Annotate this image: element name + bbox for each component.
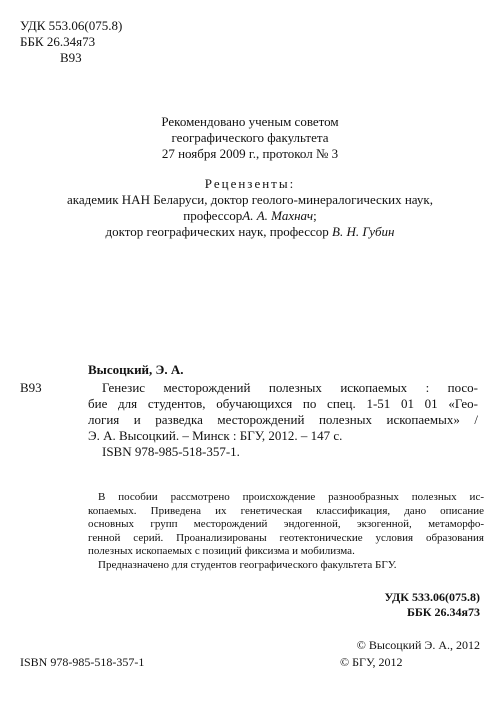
abstract-line: полезных ископаемых с позиций фиксизма и мобилизма. bbox=[88, 545, 355, 557]
bib-isbn: ISBN 978-985-518-357-1. bbox=[102, 444, 240, 459]
abstract-line: В пособии рассмотрено происхождение разнообразных полезных ис- bbox=[98, 491, 484, 503]
reviewer-2-line bbox=[0, 224, 500, 240]
reviewer-1-title bbox=[0, 208, 500, 224]
bottom-udk-code: УДК 533.06(075.8) bbox=[384, 590, 480, 604]
abstract-line: основных групп месторождений эндогенной, экзогенной, метаморфо- bbox=[88, 518, 484, 530]
copyright-publisher: © БГУ, 2012 bbox=[340, 655, 403, 669]
footer-isbn: ISBN 978-985-518-357-1 bbox=[20, 655, 145, 669]
recommendation-line: Рекомендовано ученым советом bbox=[161, 114, 339, 129]
bib-line: логия и разведка месторождений полезных ископаемых» / bbox=[88, 412, 478, 427]
reviewer-1-line: академик НАН Беларуси, доктор геолого-минералогических наук, bbox=[67, 192, 433, 207]
recommendation-line: 27 ноября 2009 г., протокол № 3 bbox=[161, 146, 339, 161]
bib-line: Э. А. Высоцкий. – Минск : БГУ, 2012. – 147 с. bbox=[88, 428, 343, 443]
copyright-author: © Высоцкий Э. А., 2012 bbox=[356, 638, 480, 652]
reviewers-heading: Рецензенты: bbox=[204, 176, 296, 191]
bbk-code: ББК 26.34я73 bbox=[20, 34, 96, 49]
bib-line: бие для студентов, обучающихся по спец. 1-51 01 01 «Гео- bbox=[88, 396, 478, 411]
abstract-line: генной серий. Проанализированы геотектонические условия образования bbox=[88, 531, 484, 544]
reviewer-2-name: В. Н. Губин bbox=[332, 224, 395, 239]
bib-author-mark: В93 bbox=[20, 380, 42, 395]
reviewer-1-end: ; bbox=[313, 208, 317, 223]
bib-description bbox=[88, 380, 478, 460]
reviewer-1-name: А. А. Махнач bbox=[242, 208, 314, 223]
abstract bbox=[88, 491, 484, 572]
udk-code: УДК 553.06(075.8) bbox=[20, 18, 123, 33]
recommendation-line: географического факультета bbox=[171, 130, 329, 145]
reviewer-2-text: доктор географических наук, профессор bbox=[105, 224, 329, 239]
bib-line: Генезис месторождений полезных ископаемых : посо- bbox=[102, 380, 478, 395]
abstract-line: копаемых. Приведена их генетическая классификация, дано описание bbox=[88, 504, 484, 517]
bottom-bbk-code: ББК 26.34я73 bbox=[406, 605, 480, 619]
abstract-purpose: Предназначено для студентов географического факультета БГУ. bbox=[98, 558, 397, 571]
bib-author: Высоцкий, Э. А. bbox=[88, 362, 184, 377]
reviewer-1-title-text: профессор bbox=[183, 208, 243, 223]
author-mark: В93 bbox=[60, 50, 82, 65]
